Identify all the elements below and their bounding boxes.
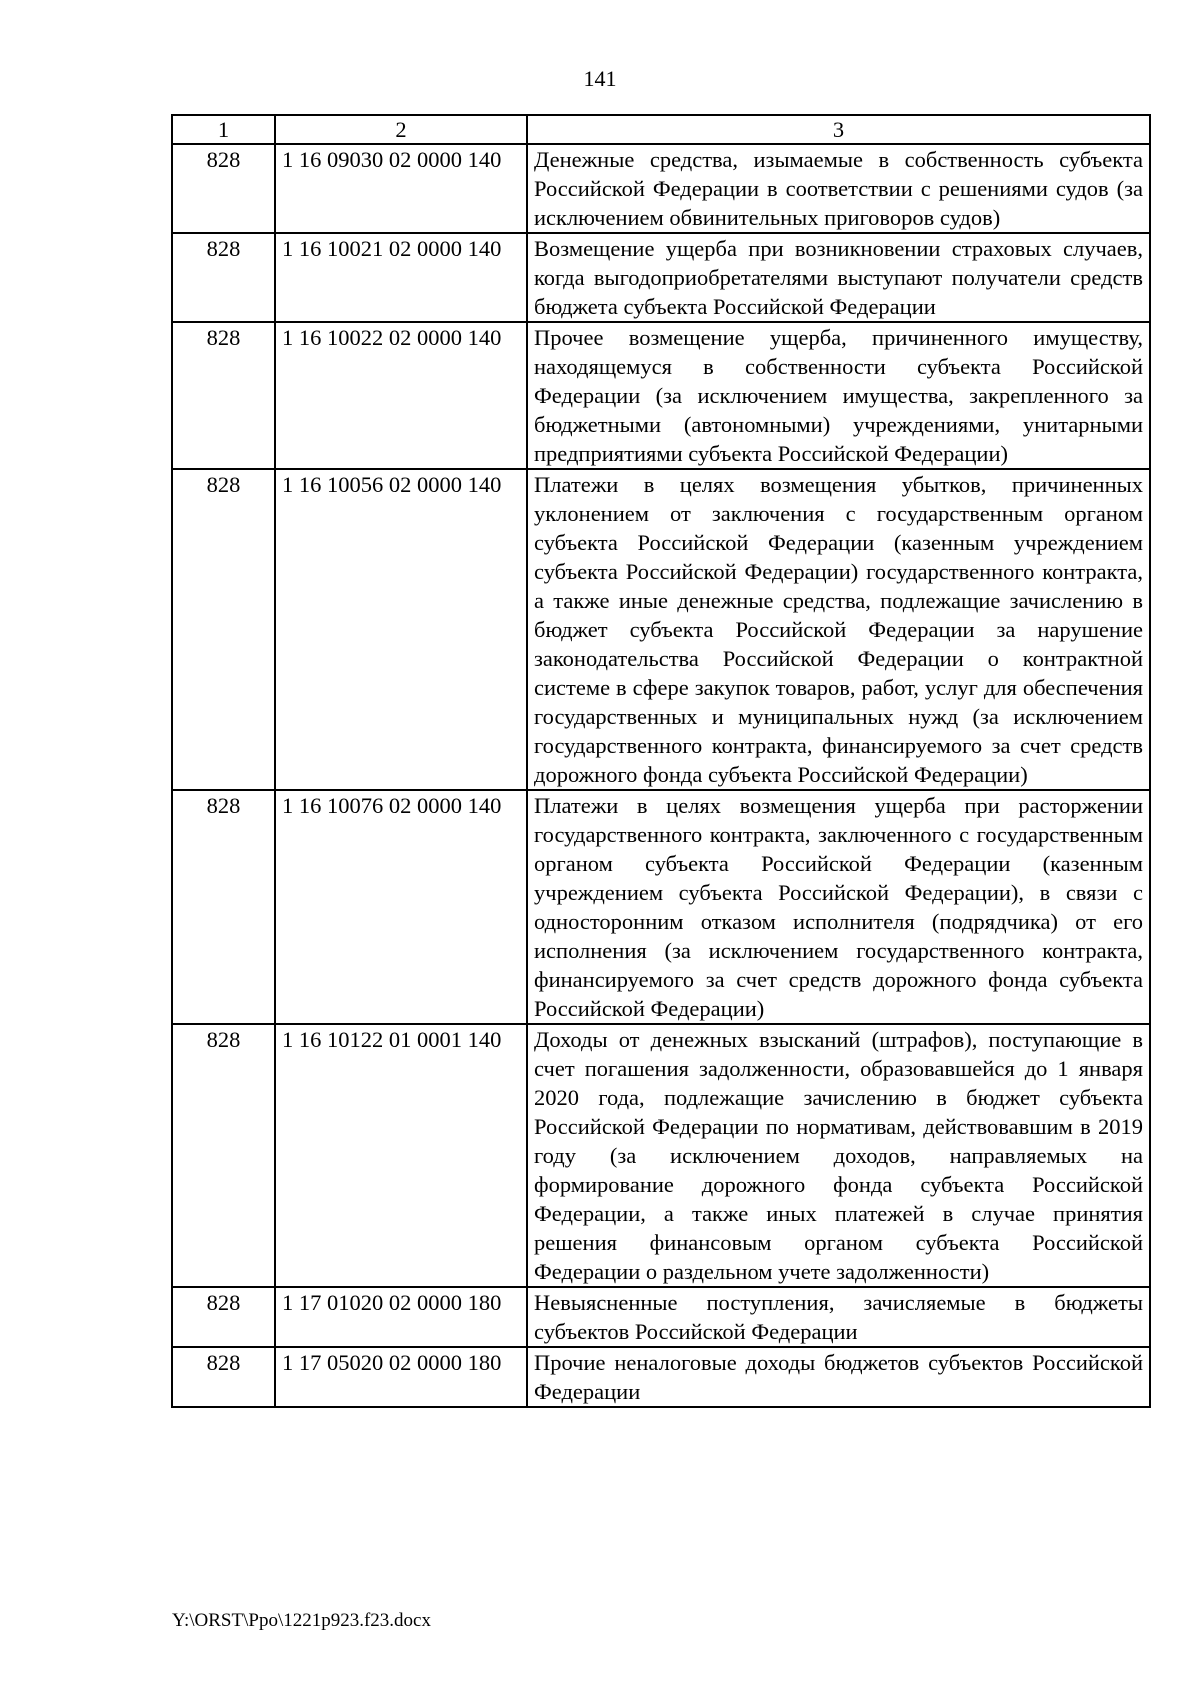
budget-code-cell: 1 16 10076 02 0000 140 (275, 790, 527, 1024)
description-cell: Платежи в целях возмещения убытков, причиненных уклонением от заключения с государственным органом субъекта Российской Федерации (казенным учреждением субъекта Российской Федерации) государственного контракта, а также иные денежные средства, подлежащие зачислению в бюджет субъекта Российской Федерации за нарушение законодательства Российской Федерации о контрактной системе в сфере закупок товаров, работ, услуг для обеспечения государственных и муниципальных нужд (за исключением государственного контракта, финансируемого за счет средств дорожного фонда субъекта Российской Федерации) (527, 469, 1150, 790)
admin-code-cell: 828 (172, 1347, 275, 1407)
description-cell: Доходы от денежных взысканий (штрафов), поступающие в счет погашения задолженности, образовавшейся до 1 января 2020 года, подлежащие зачислению в бюджет субъекта Российской Федерации по нормативам, действовавшим в 2019 году (за исключением доходов, направляемых на формирование дорожного фонда субъекта Российской Федерации, а также иных платежей в случае принятия решения финансовым органом субъекта Российской Федерации о раздельном учете задолженности) (527, 1024, 1150, 1287)
description-cell: Прочее возмещение ущерба, причиненного имуществу, находящемуся в собственности субъекта Российской Федерации (за исключением имущества, закрепленного за бюджетными (автономными) учреждениями, унитарными предприятиями субъекта Российской Федерации) (527, 322, 1150, 469)
table-header-row (172, 115, 1150, 144)
table-row (172, 790, 1150, 1024)
budget-code-cell: 1 16 10056 02 0000 140 (275, 469, 527, 790)
admin-code-cell: 828 (172, 790, 275, 1024)
page-number: 141 (583, 66, 617, 91)
admin-code-cell: 828 (172, 1287, 275, 1347)
budget-code-cell: 1 16 09030 02 0000 140 (275, 144, 527, 233)
budget-code-cell: 1 16 10022 02 0000 140 (275, 322, 527, 469)
admin-code-cell: 828 (172, 144, 275, 233)
budget-code-cell: 1 16 10122 01 0001 140 (275, 1024, 527, 1287)
admin-code-cell: 828 (172, 1024, 275, 1287)
budget-code-cell: 1 16 10021 02 0000 140 (275, 233, 527, 322)
description-cell: Денежные средства, изымаемые в собственность субъекта Российской Федерации в соответствии с решениями судов (за исключением обвинительных приговоров судов) (527, 144, 1150, 233)
description-cell: Платежи в целях возмещения ущерба при расторжении государственного контракта, заключенного с государственным органом субъекта Российской Федерации (казенным учреждением субъекта Российской Федерации), в связи с односторонним отказом исполнителя (подрядчика) от его исполнения (за исключением государственного контракта, финансируемого за счет средств дорожного фонда субъекта Российской Федерации) (527, 790, 1150, 1024)
budget-code-cell: 1 17 05020 02 0000 180 (275, 1347, 527, 1407)
table-row (172, 322, 1150, 469)
header-cell-1: 1 (172, 115, 275, 144)
budget-code-cell: 1 17 01020 02 0000 180 (275, 1287, 527, 1347)
description-cell: Возмещение ущерба при возникновении страховых случаев, когда выгодоприобретателями выступают получатели средств бюджета субъекта Российской Федерации (527, 233, 1150, 322)
revenue-codes-table (171, 114, 1151, 1408)
table-row (172, 1287, 1150, 1347)
footer-file-path: Y:\ORST\Ppo\1221p923.f23.docx (172, 1610, 431, 1631)
table-row (172, 1347, 1150, 1407)
description-cell: Прочие неналоговые доходы бюджетов субъектов Российской Федерации (527, 1347, 1150, 1407)
admin-code-cell: 828 (172, 322, 275, 469)
table-row (172, 469, 1150, 790)
table-row (172, 1024, 1150, 1287)
description-cell: Невыясненные поступления, зачисляемые в бюджеты субъектов Российской Федерации (527, 1287, 1150, 1347)
table-row (172, 233, 1150, 322)
table-row (172, 144, 1150, 233)
admin-code-cell: 828 (172, 233, 275, 322)
header-cell-2: 2 (275, 115, 527, 144)
admin-code-cell: 828 (172, 469, 275, 790)
header-cell-3: 3 (527, 115, 1150, 144)
